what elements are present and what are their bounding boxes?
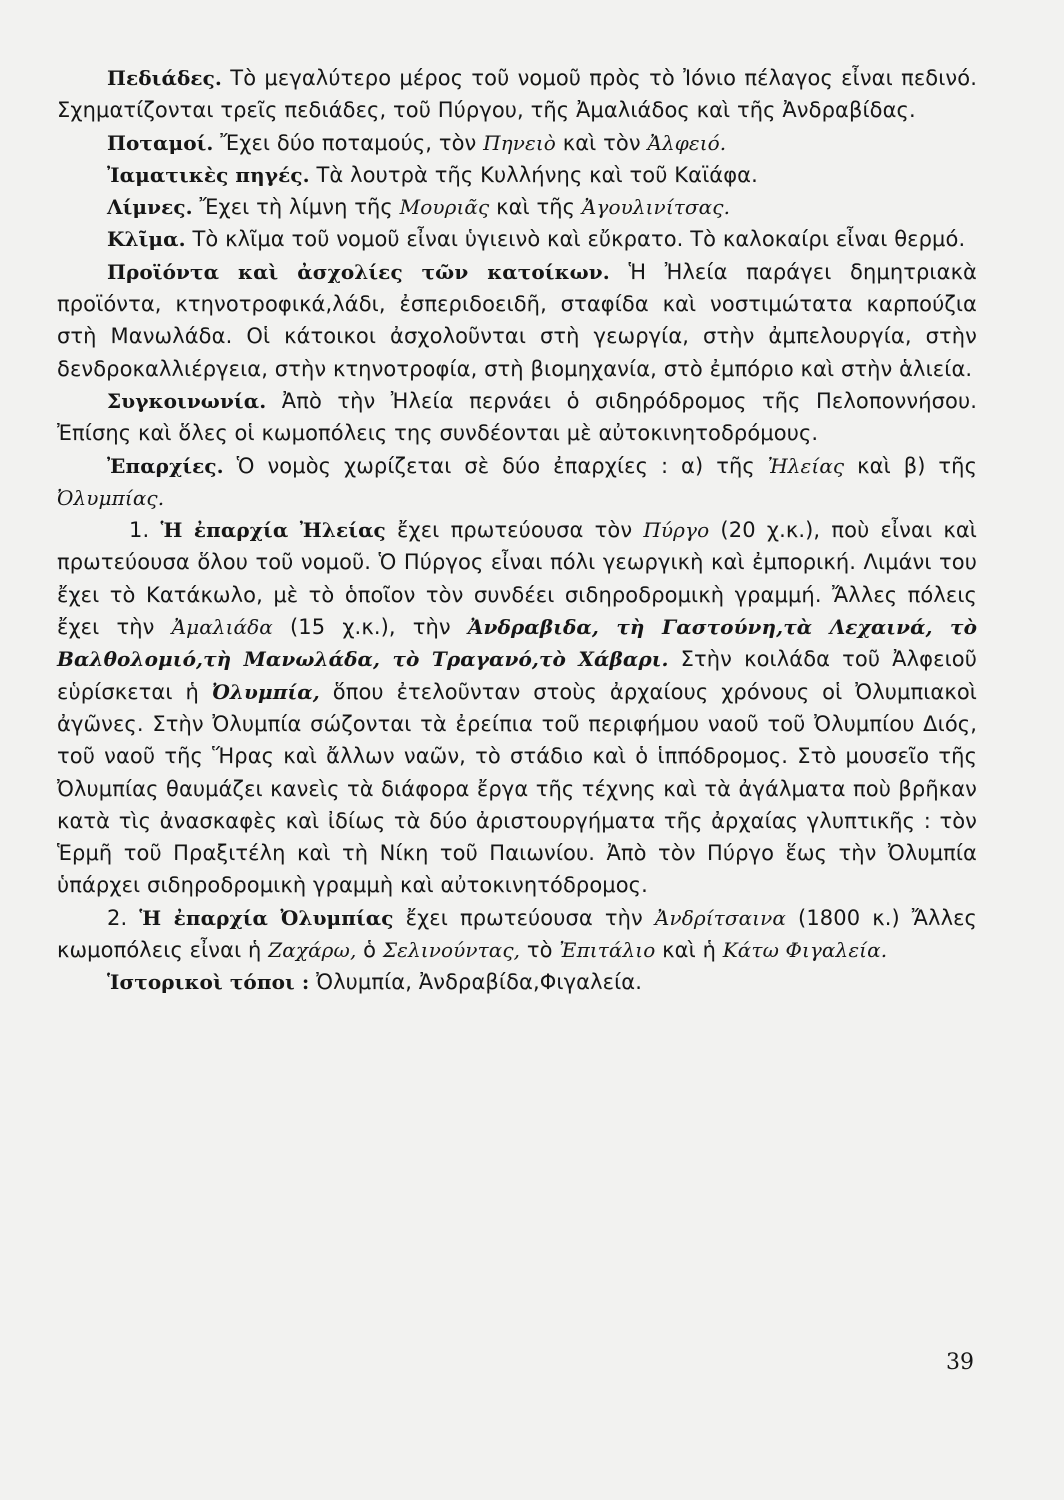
emphasized-text: Πηνειὸ — [483, 130, 556, 155]
emphasized-text: Μουριᾶς — [399, 195, 490, 220]
emphasized-text: Κάτω Φιγαλεία. — [722, 938, 888, 963]
body-text: Ὀλυμπία, Ἀνδραβίδα,Φιγαλεία. — [309, 970, 642, 995]
emphasized-text: Ἐπιτάλιο — [559, 938, 656, 963]
emphasized-text: Ἀνδρίτσαινα — [654, 905, 786, 930]
body-text: Ἡ Ἠλεία παράγει δημητριακὰ προϊόντα, κτηνοτροφικά,λάδι, ἐσπεριδοειδῆ, σταφίδα καὶ νοστιμώτατα καρπούζια στὴ Μανωλάδα. Οἱ κάτοικοι ἀσχολοῦνται στὴ γεωργία, στὴν ἀμπελουργία, στὴν δενδροκαλλιέργεια, στὴν κτηνοτροφία, στὴ βιομηχανία, στὸ ἐμπόριο καὶ στὴν ἁλιεία. — [57, 259, 977, 381]
paragraph — [57, 514, 977, 902]
paragraph — [57, 62, 977, 127]
section-heading: Λίμνες. — [107, 195, 193, 220]
emphasized-text: Ἠλείας — [767, 453, 845, 478]
paragraph — [57, 127, 977, 159]
section-heading: Ἡ ἐπαρχία Ὀλυμπίας — [139, 905, 394, 930]
body-text: τὸ — [520, 938, 560, 963]
section-heading: Ἡ ἐπαρχία Ἠλείας — [160, 518, 386, 543]
paragraph — [57, 385, 977, 450]
body-text: Ὁ νομὸς χωρίζεται σὲ δύο ἐπαρχίες : α) τῆς — [223, 453, 768, 478]
section-heading: Κλῖμα. — [107, 227, 186, 252]
page-text — [57, 62, 977, 999]
emphasized-text: Πύργο — [643, 518, 710, 543]
paragraph — [57, 159, 977, 191]
body-text: καὶ β) τῆς — [844, 453, 977, 478]
body-text: καὶ ἡ — [655, 938, 723, 963]
body-text: ὁ — [356, 938, 383, 963]
emphasized-text: Σελινούντας, — [382, 938, 521, 963]
emphasized-text: Ἀνδραβιδα, τὴ Γαστούνη,τὰ Λεχαινά, τὸ Βαλθολομιό,τὴ Μανωλάδα, τὸ Τραγανό,τὸ Χάβαρι. — [57, 615, 978, 672]
paragraph — [57, 902, 977, 967]
emphasized-text: Ὀλυμπίας. — [57, 485, 165, 510]
page-number: 39 — [946, 1350, 974, 1375]
body-text: Τὰ λουτρὰ τῆς Κυλλήνης καὶ τοῦ Καϊάφα. — [309, 162, 758, 187]
emphasized-text: Ἀγουλινίτσας. — [581, 195, 731, 220]
section-heading: Ἰαματικὲς πηγές. — [107, 162, 310, 187]
paragraph — [57, 966, 977, 998]
body-text: Ἔχει τὴ λίμνη τῆς — [192, 195, 400, 220]
emphasized-text: Ὀλυμπία, — [211, 679, 320, 704]
body-text: 1. — [129, 518, 161, 543]
section-heading: Πεδιάδες. — [107, 66, 222, 90]
paragraph — [57, 450, 977, 515]
body-text: Στὴν κοιλάδα τοῦ Ἀλφειοῦ εὑρίσκεται ἡ — [57, 647, 977, 704]
body-text: ἔχει πρωτεύουσα τὸν — [385, 518, 644, 543]
body-text: Ἔχει δύο ποταμούς, τὸν — [213, 130, 484, 155]
section-heading: Συγκοινωνία. — [107, 388, 267, 413]
emphasized-text: Ἀμαλιάδα — [171, 615, 273, 640]
paragraph — [57, 191, 977, 223]
body-text: (1800 κ.) Ἄλλες κωμοπόλεις εἶναι ἡ — [57, 905, 977, 963]
body-text: καὶ τῆς — [489, 195, 582, 220]
paragraph — [57, 223, 977, 255]
section-heading: Ἐπαρχίες. — [107, 453, 224, 478]
body-text: 2. — [107, 905, 140, 930]
paragraph — [57, 256, 977, 385]
emphasized-text: Ἀλφειό. — [647, 130, 727, 155]
body-text: (20 χ.κ.), ποὺ εἶναι καὶ πρωτεύουσα ὅλου τοῦ νομοῦ. Ὁ Πύργος εἶναι πόλι γεωργικὴ καὶ ἐμπορική. Λιμάνι του ἔχει τὸ Κατάκωλο, μὲ τὸ ὁποῖον τὸν συνδέει σιδηροδρομικὴ γραμμή. Ἄλλες πόλεις ἔχει τὴν — [57, 518, 977, 640]
body-text: (15 χ.κ.), τὴν — [272, 615, 468, 640]
body-text: καὶ τὸν — [555, 130, 648, 155]
emphasized-text: Ζαχάρω, — [268, 938, 357, 963]
body-text: Ἀπὸ τὴν Ἠλεία περνάει ὁ σιδηρόδρομος τῆς Πελοποννήσου. Ἐπίσης καὶ ὅλες οἱ κωμοπόλεις της συνδέονται μὲ αὐτοκινητοδρόμους. — [57, 388, 977, 446]
section-heading: Ἱστορικοὶ τόποι : — [107, 970, 310, 995]
body-text: ὅπου ἐτελοῦνταν στοὺς ἀρχαίους χρόνους οἱ Ὀλυμπιακοὶ ἀγῶνες. Στὴν Ὀλυμπία σώζονται τὰ ἐρείπια τοῦ περιφήμου ναοῦ τοῦ Ὀλυμπίου Διός, τοῦ ναοῦ τῆς Ἥρας καὶ ἄλλων ναῶν, τὸ στάδιο καὶ ὁ ἱππόδρομος. Στὸ μουσεῖο τῆς Ὀλυμπίας θαυμάζει κανεὶς τὰ διάφορα ἔργα τῆς τέχνης καὶ τὰ ἀγάλματα ποὺ βρῆκαν κατὰ τὶς ἀνασκαφὲς καὶ ἰδίως τὰ δύο ἀριστουργήματα τῆς ἀρχαίας γλυπτικῆς : τὸν Ἑρμῆ τοῦ Πραξιτέλη καὶ τὴ Νίκη τοῦ Παιωνίου. Ἀπὸ τὸν Πύργο ἕως τὴν Ὀλυμπία ὑπάρχει σιδηροδρομικὴ γραμμὴ καὶ αὐτοκινητόδρομος. — [57, 679, 977, 898]
section-heading: Ποταμοί. — [107, 130, 214, 155]
section-heading: Προϊόντα καὶ ἀσχολίες τῶν κατοίκων. — [107, 259, 610, 284]
body-text: ἔχει πρωτεύουσα τὴν — [393, 905, 655, 930]
body-text: Τὸ κλῖμα τοῦ νομοῦ εἶναι ὑγιεινὸ καὶ εὔκρατο. Τὸ καλοκαίρι εἶναι θερμό. — [185, 227, 966, 252]
body-text: Τὸ μεγαλύτερο μέρος τοῦ νομοῦ πρὸς τὸ Ἰόνιο πέλαγος εἶναι πεδινό. Σχηματίζονται τρεῖς πεδιάδες, τοῦ Πύργου, τῆς Ἀμαλιάδος καὶ τῆς Ἀνδραβίδας. — [57, 66, 977, 123]
